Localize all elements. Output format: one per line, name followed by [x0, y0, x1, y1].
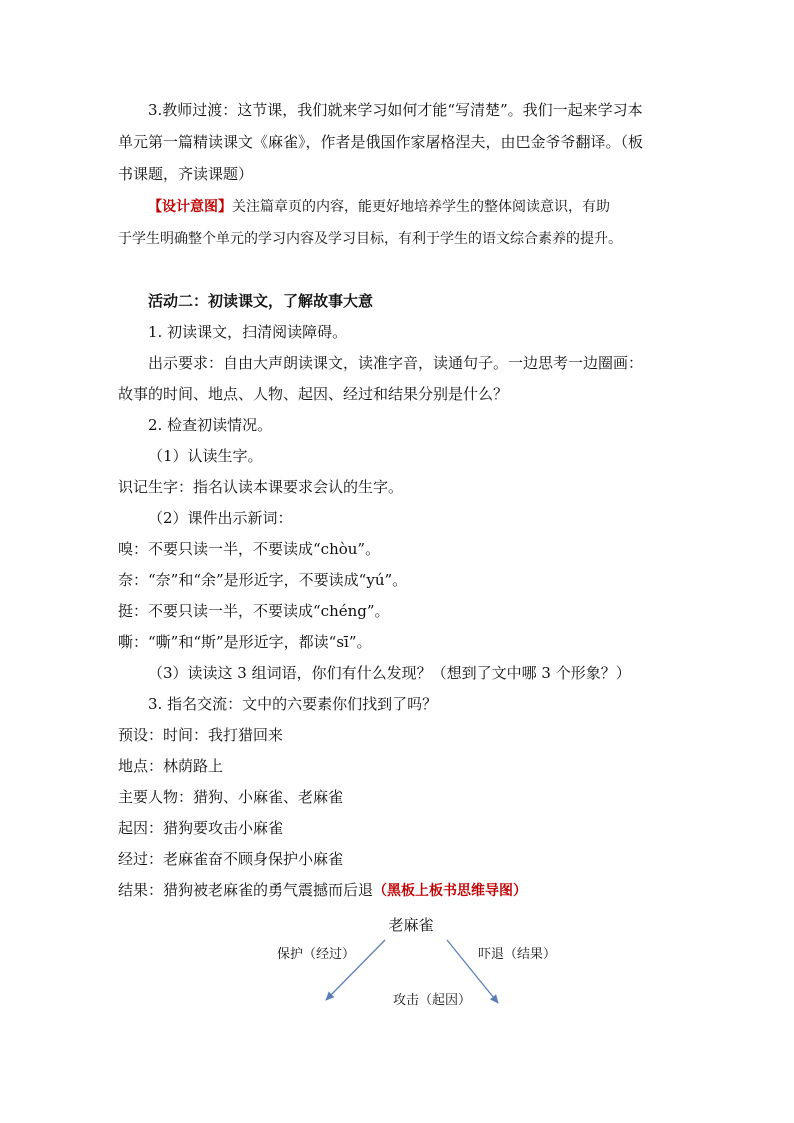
word-2: 奈：“奈”和“余”是形近字，不要读成“yú”。 — [118, 571, 408, 589]
design-intent-text: 关注篇章页的内容，能更好地培养学生的整体阅读意识，有助 — [232, 199, 610, 215]
step-3: 3. 指名交流：文中的六要素你们找到了吗？ — [148, 695, 438, 713]
element-cause: 起因：猎狗要攻击小麻雀 — [118, 819, 284, 837]
step-2: 2. 检查初读情况。 — [148, 416, 273, 434]
element-result-text: 结果：猎狗被老麻雀的勇气震撼而后退 — [118, 881, 374, 899]
element-time: 预设：时间：我打猎回来 — [118, 726, 284, 744]
word-4: 嘶：“嘶”和“斯”是形近字，都读“sī”。 — [118, 633, 372, 651]
element-characters: 主要人物：猎狗、小麻雀、老麻雀 — [118, 788, 344, 806]
sub-step-3: （3）读读这 3 组词语，你们有什么发现？（想到了文中哪 3 个形象？） — [148, 664, 631, 682]
requirement-line-1: 出示要求：自由大声朗读课文，读准字音，读通句子。一边思考一边圈画： — [148, 354, 644, 372]
design-intent-tag: 【设计意图】 — [148, 199, 232, 215]
element-process: 经过：老麻雀奋不顾身保护小麻雀 — [118, 850, 344, 868]
blackboard-note: （黑板上板书思维导图） — [373, 883, 528, 899]
word-3: 挺：不要只读一半，不要读成“chéng”。 — [118, 602, 390, 620]
word-1: 嗅：不要只读一半，不要读成“chòu”。 — [118, 540, 381, 558]
step-1: 1. 初读课文，扫清阅读障碍。 — [148, 323, 348, 341]
mind-map-top-node: 老麻雀 — [388, 916, 434, 934]
mind-map-left-label: 保护（经过） — [276, 947, 356, 962]
design-intent-line-2: 于学生明确整个单元的学习内容及学习目标，有利于学生的语文综合素养的提升。 — [118, 231, 622, 247]
requirement-line-2: 故事的时间、地点、人物、起因、经过和结果分别是什么？ — [118, 385, 509, 403]
activity-two-title: 活动二：初读课文，了解故事大意 — [148, 292, 374, 310]
paragraph-transition-line-1: 3.教师过渡：这节课，我们就来学习如何才能“写清楚”。我们一起来学习本 — [148, 101, 643, 119]
paragraph-transition-line-2: 单元第一篇精读课文《麻雀》，作者是俄国作家屠格涅夫，由巴金爷爷翻译。（板 — [118, 133, 644, 151]
paragraph-transition-line-3: 书课题，齐读课题） — [118, 165, 254, 183]
memorize-chars: 识记生字：指名认读本课要求会认的生字。 — [118, 478, 404, 496]
element-place: 地点：林荫路上 — [118, 757, 224, 775]
sub-step-1: （1）认读生字。 — [148, 447, 263, 465]
mind-map-bottom-label: 攻击（起因） — [392, 993, 472, 1008]
mind-map-right-label: 吓退（结果） — [477, 947, 557, 962]
sub-step-2: （2）课件出示新词： — [148, 509, 293, 527]
